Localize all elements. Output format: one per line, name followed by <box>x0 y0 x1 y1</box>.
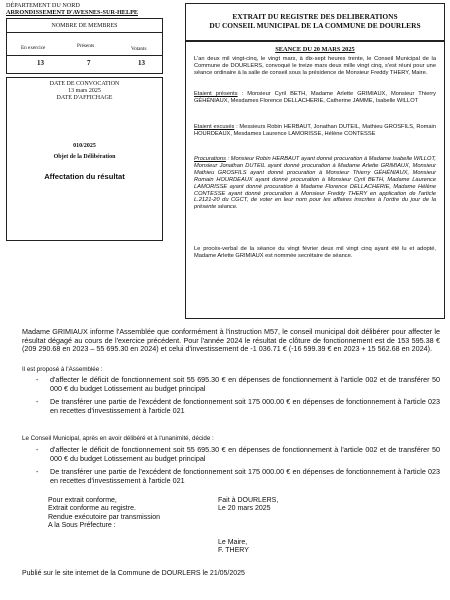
convocation-date: 13 mars 2025 <box>68 88 101 94</box>
sig-left-line: A la Sous Préfecture : <box>48 522 116 530</box>
deliberation-object: Objet de la Délibération <box>53 154 116 160</box>
procurations-label: Procurations <box>194 156 226 162</box>
seance-box <box>185 41 445 319</box>
members-divider-2 <box>7 55 162 56</box>
mayor-title: Le Maire, <box>218 539 248 546</box>
col-presents: Présents <box>77 43 95 49</box>
seance-heading: SEANCE DU 20 MARS 2025 <box>275 46 355 53</box>
deliberation-subject: Affectation du résultat <box>44 172 125 181</box>
excuses-label: Etaient excusés <box>194 124 235 130</box>
body-proposal: Il est proposé à l'Assemblée : <box>22 366 103 373</box>
decision-item-1: d'affecter le déficit de fonctionnement soit 55 695.30 € en dépenses de fonctionnement à l'article 002 et de transférer 50 000 € du budget Lotissement au budget principal <box>50 445 440 463</box>
members-divider <box>7 32 162 33</box>
members-box <box>6 18 163 74</box>
seance-presents <box>194 91 436 105</box>
presents-label: Etaient présents <box>194 91 238 97</box>
seance-excuses <box>194 124 436 138</box>
signature-mayor <box>218 539 249 556</box>
col-en-exercice: En exercice <box>21 45 46 51</box>
department-label: DÉPARTEMENT DU NORD <box>6 2 80 9</box>
signature-right <box>218 497 278 514</box>
body-decision: Le Conseil Municipal, après en avoir délibéré et à l'unanimité, décide : <box>22 435 214 442</box>
sig-left-line: Extrait conforme au registre. <box>48 505 136 513</box>
convocation-label: DATE DE CONVOCATION <box>49 81 120 87</box>
seance-procurations <box>194 156 436 211</box>
col-votants: Votants <box>131 46 147 52</box>
procurations-text: : Monsieur Robin HERBAUT ayant donné procuration à Madame Isabelle WILLOT, Monsieur Jonathan DUTEIL ayant donné procuration à Madame Arlette GRIMIAUX, Monsieur Mathieu GROSFILS ayant donné procuration à Monsieur Thierry GÉHÉNIAUX, Monsieur Romain HOURDEAUX ayant donné procuration à Monsieur Cyril BETH, Madame Laurence LAMORISSE ayant donné procuration à Madame Florence DELLACHERIE, Madame Hélène CONTESSE ayant donné procuration à Monsieur Freddy THERY en application de l'article L.2121-20 du CGCT, de voter en leur nom pour les affaires inscrites à l'ordre du jour de la présente séance. <box>194 156 436 211</box>
signature-left <box>48 497 160 531</box>
proposal-item-2: De transférer une partie de l'excédent de fonctionnement soit 175 000.00 € en dépenses de fonctionnement à l'article 023 en recettes d'investissement à l'article 021 <box>50 397 440 415</box>
value-en-exercice: 13 <box>37 59 44 67</box>
presents-text: : Monsieur Cyril BETH, Madame Arlette GRIMIAUX, Monsieur Thierry GÉHÉNIAUX, Mesdames Florence DELLACHERIE, Catherine JAMME, Isabelle WILLOT <box>194 91 436 104</box>
value-votants: 13 <box>138 59 145 67</box>
bullet-dash: - <box>36 397 39 406</box>
mayor-name: F. THERY <box>218 547 249 555</box>
bullet-dash: - <box>36 467 39 476</box>
publication-note: Publié sur le site internet de la Commune de DOURLERS le 21/05/2025 <box>22 570 245 577</box>
affichage-label: DATE D'AFFICHAGE <box>56 95 113 101</box>
bullet-dash: - <box>36 375 39 384</box>
sig-place: Fait à DOURLERS, <box>218 497 279 504</box>
sig-date: Le 20 mars 2025 <box>218 505 271 513</box>
value-presents: 7 <box>87 59 91 67</box>
bullet-dash: - <box>36 445 39 454</box>
decision-item-2: De transférer une partie de l'excédent de fonctionnement soit 175 000.00 € en dépenses de fonctionnement à l'article 023 en recettes d'investissement à l'article 021 <box>50 467 440 485</box>
body-intro: Madame GRIMIAUX informe l'Assemblée que conformément à l'instruction M57, le conseil municipal doit délibérer pour affecter le résultat dégagé au cours de l'exercice précédent. Pour l'année 2024 le résultat de clôture de fonctionnement est de 153 595.38 € (209 290.68 en 2023 – 55 695.30 en 2024) et celui d'investissement de -1 036.71 € (-16 599.39 € en 2023 + 15 562.68 en 2024). <box>22 327 440 354</box>
register-title-box <box>185 3 445 41</box>
deliberation-ref: 010/2025 <box>73 143 96 149</box>
sig-left-line: Pour extrait conforme, <box>48 497 117 504</box>
proposal-item-1: d'affecter le déficit de fonctionnement soit 55 695.30 € en dépenses de fonctionnement à l'article 002 et de transférer 50 000 € du budget Lotissement au budget principal <box>50 375 440 393</box>
register-title-line2: DU CONSEIL MUNICIPAL DE LA COMMUNE DE DOURLERS <box>209 21 421 30</box>
info-box <box>6 77 163 241</box>
seance-pv: Le procès-verbal de la séance du vingt février deux mil vingt cinq ayant été lu et adopté, Madame Arlette GRIMIAUX est nommée secrétaire de séance. <box>194 246 436 259</box>
arrondissement-label: ARRONDISSEMENT D'AVESNES-SUR-HELPE <box>6 9 138 16</box>
excuses-text: : Messieurs Robin HERBAUT, Jonathan DUTEIL, Mathieu GROSFILS, Romain HOURDEAUX, Mesdames Laurence LAMORISSE, Hélène CONTESSE <box>194 124 436 137</box>
sig-left-line: Rendue exécutoire par transmission <box>48 513 161 521</box>
seance-intro: L'an deux mil vingt-cinq, le vingt mars, à dix-sept heures trente, le Conseil Municipal de la Commune de DOURLERS, convoqué le treize mars deux mille vingt cinq, s'est réuni pour une séance ordinaire à la salle de conseil sous la présidence de Monsieur Freddy THERY, Maire. <box>194 56 436 76</box>
register-title-line1: EXTRAIT DU REGISTRE DES DELIBERATIONS <box>232 12 398 21</box>
members-title: NOMBRE DE MEMBRES <box>51 23 118 29</box>
